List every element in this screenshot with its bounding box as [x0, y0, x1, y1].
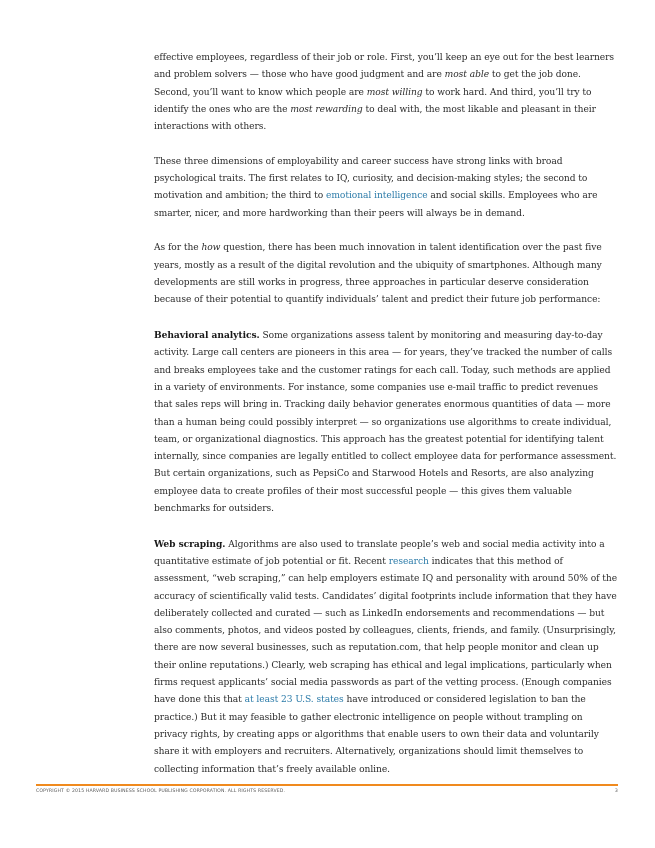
- emphasis-how: how: [201, 243, 221, 254]
- copyright-notice: COPYRIGHT © 2015 HARVARD BUSINESS SCHOOL PUBLISHING CORPORATION. ALL RIGHTS RESERVED.: [36, 789, 286, 794]
- link-research[interactable]: research: [388, 556, 429, 567]
- paragraph-2: These three dimensions of employability and career success have strong links with broad psychological traits. The first relates to IQ, curiosity, and decision-making styles; the second to motivation and ambition; the third to emotional intelligence and social skills. Employees who are smarter, nicer, and more hardworking than their peers will always be in demand.: [154, 156, 598, 219]
- emphasis-most-able: most able: [444, 70, 490, 81]
- page-number: 3: [614, 789, 618, 794]
- heading-behavioral-analytics: Behavioral analytics.: [154, 330, 260, 342]
- emphasis-most-rewarding: most rewarding: [290, 104, 363, 115]
- article-body: [154, 50, 618, 796]
- link-23-us-states[interactable]: at least 23 U.S. states: [244, 695, 344, 706]
- link-emotional-intelligence[interactable]: emotional intelligence: [326, 191, 428, 202]
- heading-web-scraping: Web scraping.: [154, 538, 226, 550]
- paragraph-1: effective employees, regardless of their job or role. First, you’ll keep an eye out for the best learners and problem solvers — those who have good judgment and are most able to get the job done. Second, you’ll want to know which people are most willing to work hard. And third, you’ll try to identify the ones who are the most rewarding to deal with, the most likable and pleasant in their interactions with others.: [154, 53, 615, 133]
- footer-divider: [36, 784, 618, 786]
- page-footer: [36, 789, 618, 794]
- emphasis-most-willing: most willing: [366, 87, 423, 98]
- paragraph-web-scraping: Web scraping. Algorithms are also used to translate people’s web and social media activity into a quantitative estimate of job potential or fit. Recent research indicates that this method of assessment, “web scraping,” can help employers estimate IQ and personality with around 50% of the accuracy of scientifically valid tests. Candidates’ digital footprints include information that they have deliberately collected and curated — such as LinkedIn endorsements and recommendations — but also comments, photos, and videos posted by colleagues, clients, friends, and family. (Unsurprisingly, there are now several businesses, such as reputation.com, that help people monitor and clean up their online reputations.) Clearly, web scraping has ethical and legal implications, particularly when firms request applicants’ social media passwords as part of the vetting process. (Enough companies have done this that at least 23 U.S. states have introduced or considered legislation to ban the practice.) But it may feasible to gather electronic intelligence on people without trampling on privacy rights, by creating apps or algorithms that enable users to own their data and voluntarily share it with employers and recruiters. Alternatively, organizations should limit themselves to collecting information that’s freely available online.: [154, 538, 618, 775]
- paragraph-3: As for the how question, there has been much innovation in talent identification over the past five years, mostly as a result of the digital revolution and the ubiquity of smartphones. Although many developments are still works in progress, three approaches in particular deserve consideration because of their potential to quantify individuals’ talent and predict their future job performance:: [154, 243, 602, 306]
- paragraph-behavioral-analytics: Behavioral analytics. Some organizations assess talent by monitoring and measuring day-to-day activity. Large call centers are pioneers in this area — for years, they’ve tracked the number of calls and breaks employees take and the customer ratings for each call. Today, such methods are applied in a variety of environments. For instance, some companies use e-mail traffic to predict revenues that sales reps will bring in. Tracking daily behavior generates enormous quantities of data — more than a human being could possibly interpret — so organizations use algorithms to create individual, team, or organizational diagnostics. This approach has the greatest potential for identifying talent internally, since companies are legally entitled to collect employee data for performance assessment. But certain organizations, such as PepsiCo and Starwood Hotels and Resorts, are also analyzing employee data to create profiles of their most successful people — this gives them valuable benchmarks for outsiders.: [154, 330, 617, 514]
